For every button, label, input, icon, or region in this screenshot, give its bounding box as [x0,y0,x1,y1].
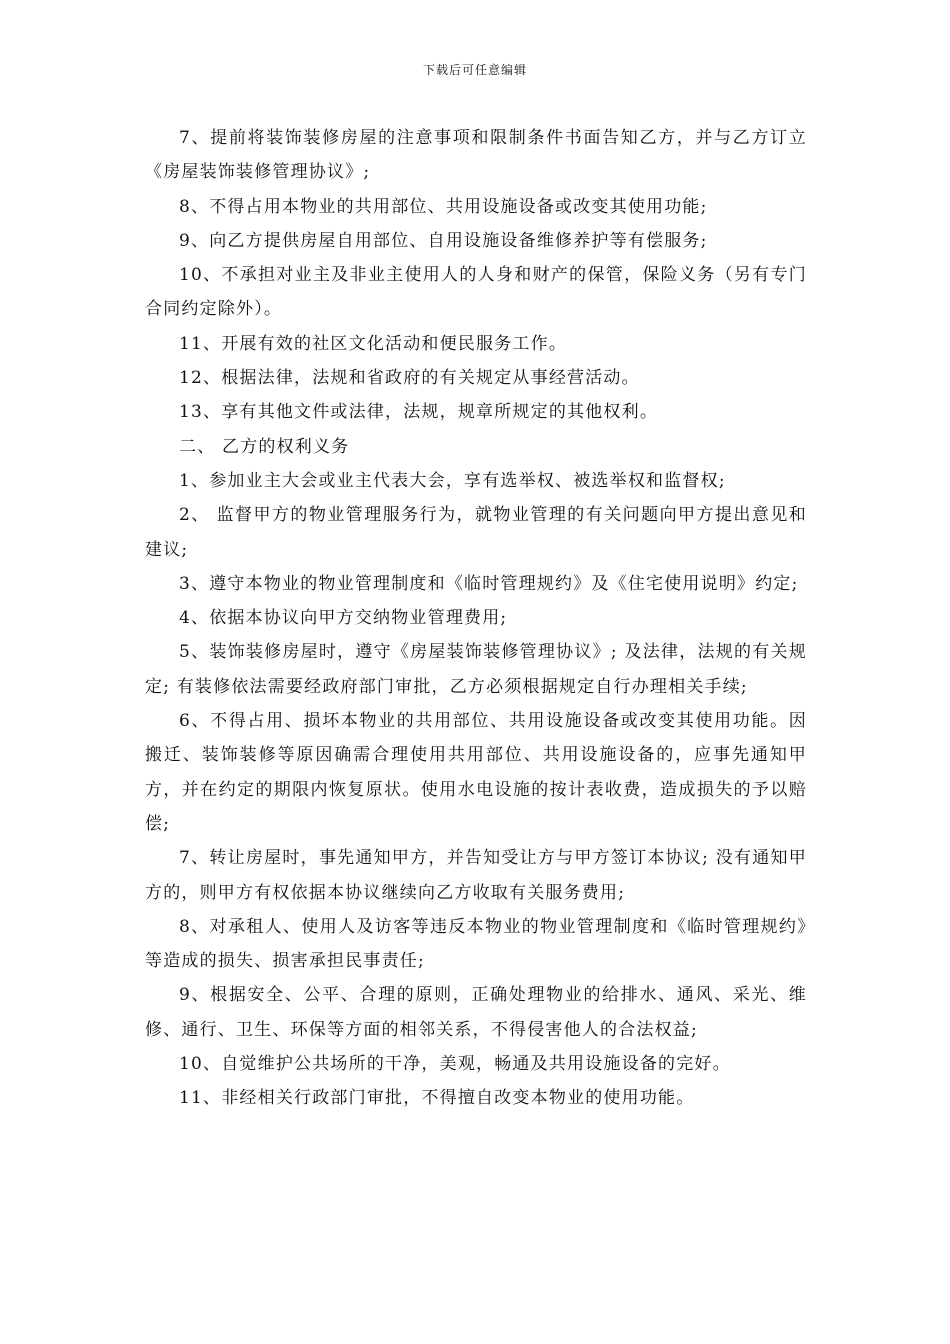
paragraph: 8、对承租人、使用人及访客等违反本物业的物业管理制度和《临时管理规约》等造成的损失、损害承担民事责任; [145,916,807,972]
paragraph: 10、自觉维护公共场所的干净，美观，畅通及共用设施设备的完好。 [179,1054,731,1075]
section-heading: 二、 乙方的权利义务 [179,436,350,457]
paragraph: 5、装饰装修房屋时，遵守《房屋装饰装修管理协议》; 及法律，法规的有关规定; 有装修依法需要经政府部门审批，乙方必须根据规定自行办理相关手续; [145,642,807,697]
paragraph: 9、根据安全、公平、合理的原则，正确处理物业的给排水、通风、采光、维修、通行、卫生、环保等方面的相邻关系，不得侵害他人的合法权益; [145,985,807,1040]
paragraph: 9、向乙方提供房屋自用部位、自用设施设备维修养护等有偿服务; [179,230,708,251]
paragraph: 4、依据本协议向甲方交纳物业管理费用; [179,608,508,629]
paragraph: 11、非经相关行政部门审批，不得擅自改变本物业的使用功能。 [179,1088,695,1109]
paragraph: 13、享有其他文件或法律，法规，规章所规定的其他权利。 [179,402,659,423]
paragraph: 10、不承担对业主及非业主使用人的人身和财产的保管，保险义务（另有专门合同约定除外）。 [145,265,807,320]
paragraph: 7、提前将装饰装修房屋的注意事项和限制条件书面告知乙方，并与乙方订立《房屋装饰装修管理协议》; [145,128,807,183]
paragraph: 2、 监督甲方的物业管理服务行为，就物业管理的有关问题向甲方提出意见和建议; [145,505,807,560]
paragraph: 12、根据法律，法规和省政府的有关规定从事经营活动。 [179,368,640,389]
page-header: 下载后可任意编辑 [422,63,527,77]
paragraph: 3、遵守本物业的物业管理制度和《临时管理规约》及《住宅使用说明》约定; [179,573,799,594]
paragraph: 1、参加业主大会或业主代表大会，享有选举权、被选举权和监督权; [179,470,726,491]
document-body [145,121,807,1116]
paragraph: 6、不得占用、损坏本物业的共用部位、共用设施设备或改变其使用功能。因搬迁、装饰装修等原因确需合理使用共用部位、共用设施设备的，应事先通知甲方，并在约定的期限内恢复原状。使用水电设施的按计表收费，造成损失的予以赔偿; [145,711,807,834]
paragraph: 8、不得占用本物业的共用部位、共用设施设备或改变其使用功能; [179,196,708,217]
paragraph: 7、转让房屋时，事先通知甲方，并告知受让方与甲方签订本协议; 没有通知甲方的，则甲方有权依据本协议继续向乙方收取有关服务费用; [145,848,807,903]
paragraph: 11、开展有效的社区文化活动和便民服务工作。 [179,333,568,354]
